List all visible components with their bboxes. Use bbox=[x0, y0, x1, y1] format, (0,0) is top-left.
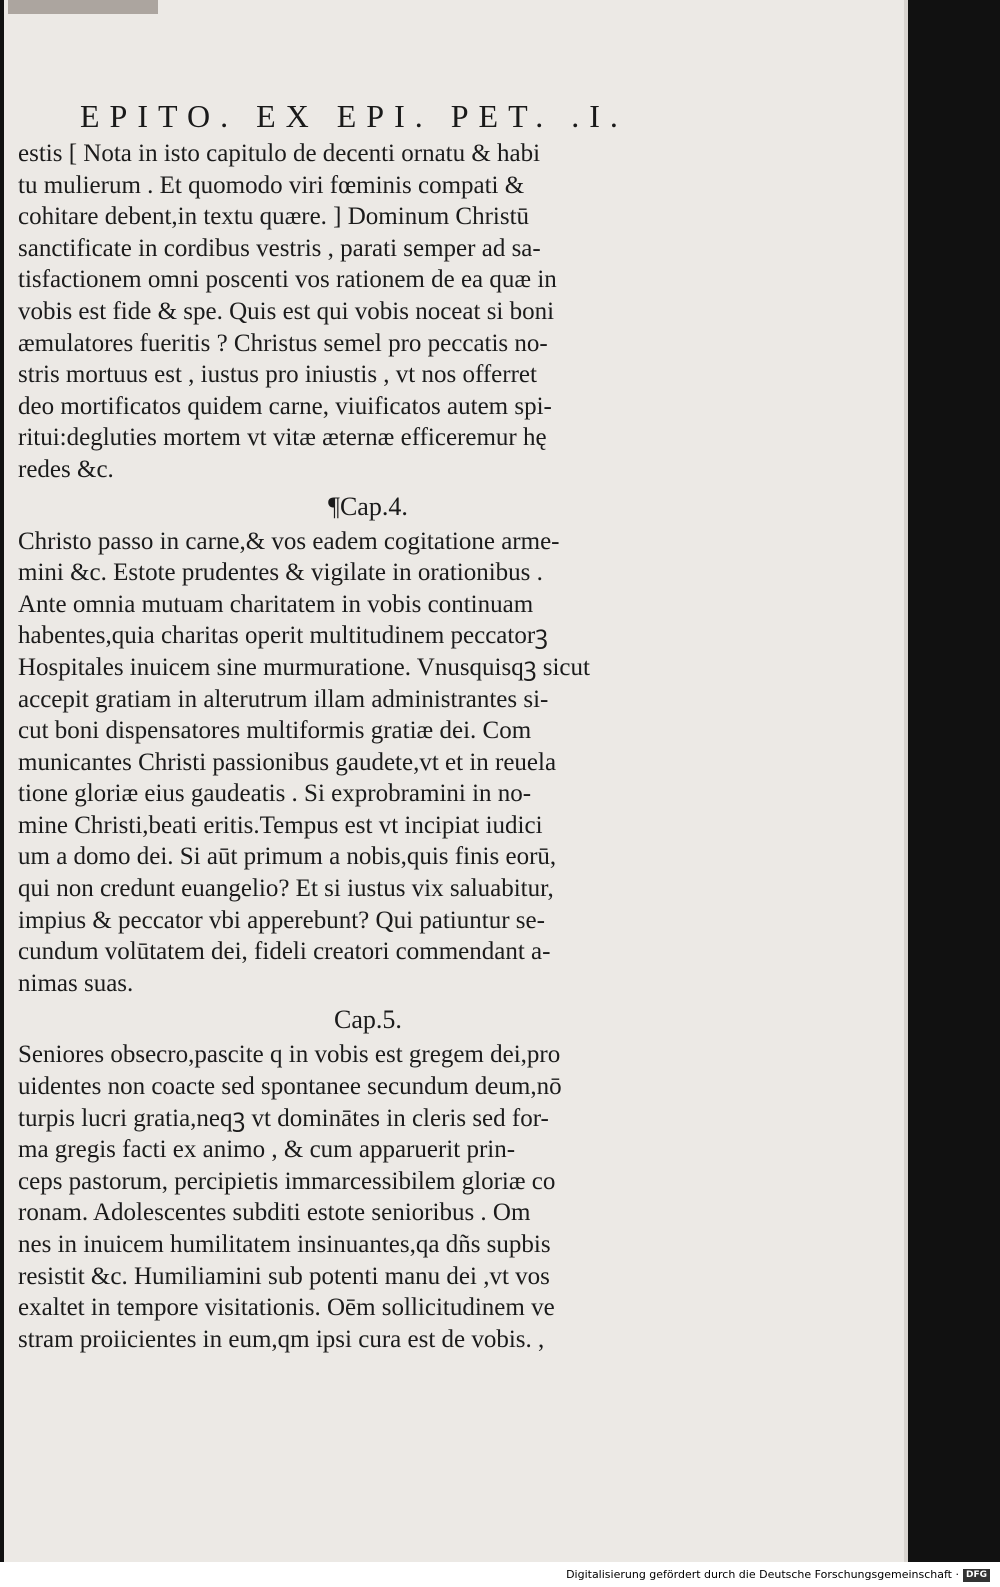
page-text-block bbox=[18, 94, 718, 1355]
text-line: sanctificate in cordibus vestris , parati semper ad sa- bbox=[18, 234, 541, 262]
text-line: mini &c. Estote prudentes & vigilate in orationibus . bbox=[18, 559, 543, 587]
text-line: ritui:degluties mortem vt vitæ æternæ efficeremur hę bbox=[18, 424, 547, 452]
text-line: cundum volūtatem dei, fideli creatori commendant a- bbox=[18, 938, 551, 966]
text-line: Christo passo in carne,& vos eadem cogitatione arme- bbox=[18, 527, 560, 555]
text-line: stris mortuus est , iustus pro iniustis , vt nos offerret bbox=[18, 361, 537, 389]
text-line: Hospitales inuicem sine murmuratione. Vnusquisqꝫ sicut bbox=[18, 653, 590, 681]
book-page bbox=[4, 0, 908, 1562]
text-line: qui non credunt euangelio? Et si iustus vix saluabitur, bbox=[18, 875, 554, 903]
page-stain bbox=[8, 0, 158, 14]
text-line: uidentes non coacte sed spontanee secundum deum,nō bbox=[18, 1073, 562, 1101]
credit-text: Digitalisierung gefördert durch die Deutsche Forschungsgemeinschaft · bbox=[566, 1568, 959, 1581]
section-cap3-end bbox=[18, 138, 718, 486]
text-line: cut boni dispensatores multiformis gratiæ dei. Com bbox=[18, 717, 532, 745]
text-line: deo mortificatos quidem carne, viuificatos autem spi- bbox=[18, 392, 552, 420]
text-line: Seniores obsecro,pascite q in vobis est gregem dei,pro bbox=[18, 1041, 561, 1069]
text-line: mine Christi,beati eritis.Tempus est vt incipiat iudici bbox=[18, 811, 543, 839]
text-line: turpis lucri gratia,neqꝫ vt dominātes in cleris sed for- bbox=[18, 1104, 549, 1132]
text-line: resistit &c. Humiliamini sub potenti manu dei ,vt vos bbox=[18, 1262, 550, 1290]
text-line: exaltet in tempore visitationis. Oēm sollicitudinem ve bbox=[18, 1294, 555, 1322]
text-line: tisfactionem omni poscenti vos rationem de ea quæ in bbox=[18, 266, 557, 294]
heading-cap5: Cap.5. bbox=[334, 1005, 402, 1035]
text-line: vobis est fide & spe. Quis est qui vobis noceat si boni bbox=[18, 297, 555, 325]
text-line: ronam. Adolescentes subditi estote senioribus . Om bbox=[18, 1199, 531, 1227]
text-line: ceps pastorum, percipietis immarcessibilem gloriæ co bbox=[18, 1167, 556, 1195]
section-cap4 bbox=[18, 526, 718, 1000]
text-line: accepit gratiam in alterutrum illam administrantes si- bbox=[18, 685, 549, 713]
text-line: nimas suas. bbox=[18, 969, 134, 997]
text-line: redes &c. bbox=[18, 455, 114, 483]
running-head: EPITO. EX EPI. PET. .I. bbox=[80, 98, 628, 134]
heading-cap4: ¶Cap.4. bbox=[328, 491, 408, 521]
text-line: um a domo dei. Si aūt primum a nobis,quis finis eorū, bbox=[18, 843, 557, 871]
text-line: æmulatores fueritis ? Christus semel pro peccatis no- bbox=[18, 329, 548, 357]
text-line: habentes,quia charitas operit multitudinem peccatorꝫ bbox=[18, 622, 548, 650]
text-line: tione gloriæ eius gaudeatis . Si exprobramini in no- bbox=[18, 780, 532, 808]
text-line: Ante omnia mutuam charitatem in vobis continuam bbox=[18, 590, 534, 618]
text-line: ma gregis facti ex animo , & cum apparuerit prin- bbox=[18, 1136, 516, 1164]
section-cap5 bbox=[18, 1039, 718, 1355]
text-line: nes in inuicem humilitatem insinuantes,qa dñs supbis bbox=[18, 1231, 551, 1258]
text-line: impius & peccator vbi apperebunt? Qui patiuntur se- bbox=[18, 906, 545, 934]
text-line: cohitare debent,in textu quære. ] Dominum Christū bbox=[18, 203, 530, 231]
text-line: tu mulierum . Et quomodo viri fœminis compati & bbox=[18, 171, 525, 199]
text-line: stram proiicientes in eum,qm ipsi cura est de vobis. , bbox=[18, 1325, 545, 1353]
text-line: municantes Christi passionibus gaudete,vt et in reuela bbox=[18, 748, 557, 776]
text-line: estis [ Nota in isto capitulo de decenti ornatu & habi bbox=[18, 140, 541, 167]
digitization-credit bbox=[566, 1567, 990, 1583]
dfg-logo: DFG bbox=[963, 1569, 990, 1582]
